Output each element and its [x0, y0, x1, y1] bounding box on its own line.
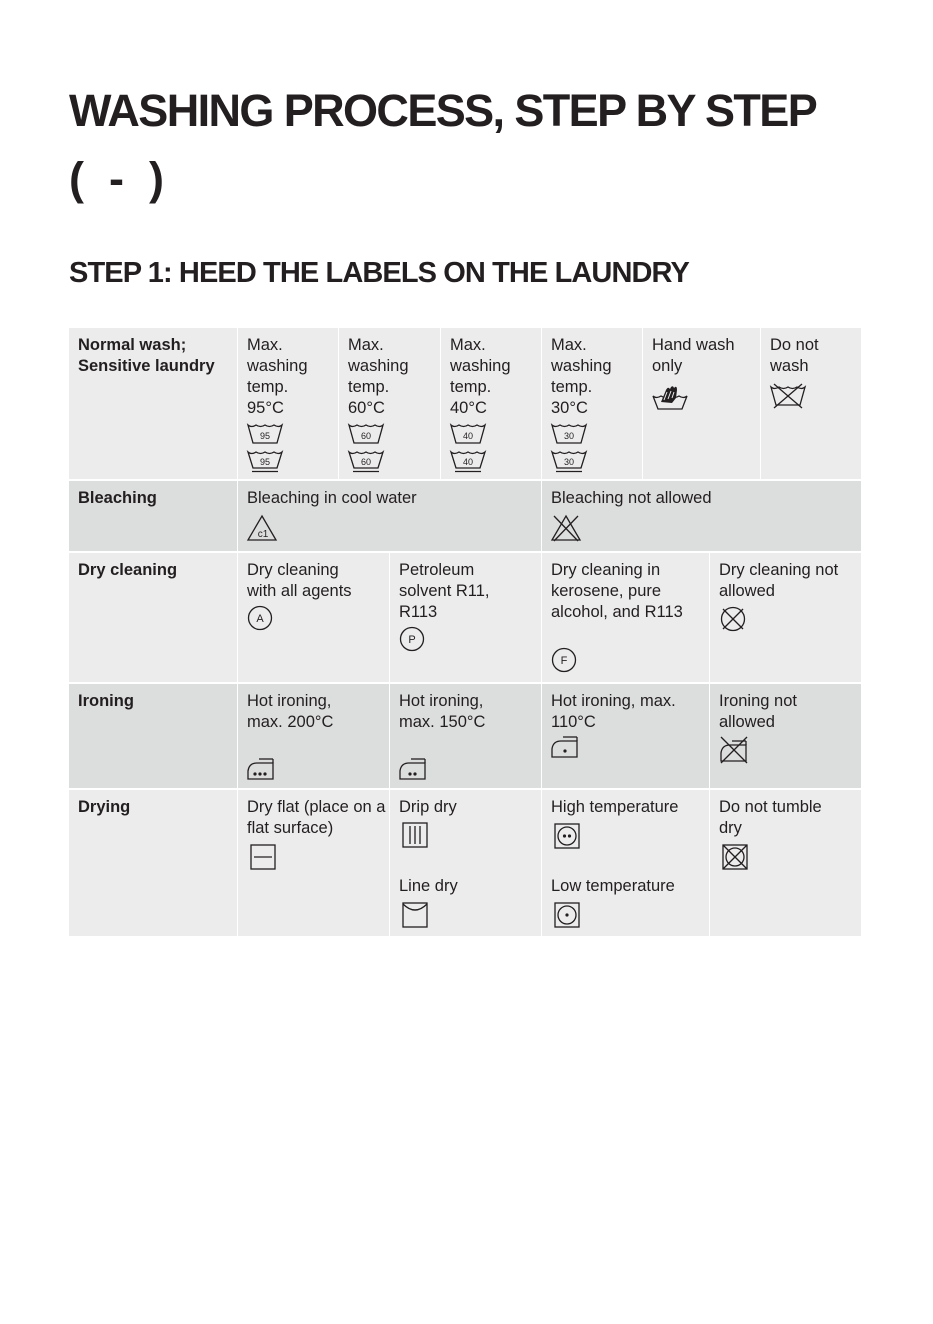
dry-flat-icon: [250, 844, 276, 870]
dc-all-text: Dry cleaning with all agents: [247, 561, 352, 600]
line-dry-text: Line dry: [399, 877, 458, 895]
wash-60-text: Max. washing temp. 60°C: [348, 336, 409, 417]
tumble-low-icon: [554, 902, 580, 928]
dc-all-cell: [237, 553, 389, 682]
drying-label-cell: [69, 790, 237, 936]
step-heading: STEP 1: HEED THE LABELS ON THE LAUNDRY: [69, 257, 689, 289]
iron-not-cell: [709, 684, 861, 788]
page-title: WASHING PROCESS, STEP BY STEP: [69, 85, 817, 136]
bleach-cool-cell: [237, 481, 541, 551]
wash-tub-60-number: 60: [360, 431, 372, 441]
iron-one-dot-icon: [551, 734, 579, 758]
wash-40-text: Max. washing temp. 40°C: [450, 336, 511, 417]
no-tumble-dry-icon: [722, 844, 748, 870]
no-bleach-icon: [551, 515, 581, 541]
dry-clean-p-symbol: P: [408, 634, 416, 646]
wash-tub-40-gentle-number: 40: [462, 457, 474, 467]
iron-200-cell: [237, 684, 389, 788]
drip-dry-icon: [402, 822, 428, 848]
wash-60-cell: [338, 328, 440, 479]
do-not-wash-cell: [760, 328, 861, 479]
line-dry-icon: [402, 902, 428, 928]
tumble-high-icon: [554, 823, 580, 849]
wash-30-cell: [541, 328, 642, 479]
wash-tub-40-number: 40: [462, 431, 474, 441]
washing-row: [69, 328, 861, 479]
wash-tub-95-gentle-number: 95: [259, 457, 271, 467]
do-not-wash-icon: [770, 384, 806, 408]
iron-150-cell: [389, 684, 541, 788]
wash-30-text: Max. washing temp. 30°C: [551, 336, 612, 417]
iron-110-text: Hot ironing, max. 110°C: [551, 692, 676, 731]
iron-not-text: Ironing not allowed: [719, 692, 797, 731]
wash-tub-95-number: 95: [259, 431, 271, 441]
dc-not-cell: [709, 553, 861, 682]
ironing-row: [69, 684, 861, 788]
dc-kerosene-text: Dry cleaning in kerosene, pure alcohol, and R113: [551, 561, 683, 621]
wash-tub-95-icon: [247, 423, 283, 445]
dc-petroleum-text: Petroleum solvent R11, R113: [399, 561, 490, 621]
wash-tub-30-gentle-number: 30: [563, 457, 575, 467]
no-dry-clean-icon: [719, 605, 747, 633]
wash-40-cell: [440, 328, 541, 479]
wash-tub-95-gentle-icon: [247, 450, 283, 474]
dry-cleaning-label-cell: [69, 553, 237, 682]
wash-tub-30-icon: [551, 423, 587, 445]
dry-clean-f-icon: [551, 647, 577, 673]
dry-cleaning-row: [69, 553, 861, 682]
tumble-high-text: High temperature: [551, 798, 679, 816]
bleach-triangle-icon: [247, 515, 277, 541]
wash-tub-40-gentle-icon: [450, 450, 486, 474]
drying-row: [69, 790, 861, 936]
wash-tub-30-number: 30: [563, 431, 575, 441]
do-not-wash-text: Do not wash: [770, 336, 819, 375]
wash-tub-40-icon: [450, 423, 486, 445]
hand-wash-icon: [652, 384, 688, 410]
drying-label: Drying: [78, 798, 131, 816]
dry-cleaning-label: Dry cleaning: [78, 561, 178, 579]
title-bracket: ( - ): [69, 153, 164, 204]
dc-not-text: Dry cleaning not allowed: [719, 561, 839, 600]
dry-clean-f-symbol: F: [560, 655, 568, 667]
dry-clean-p-icon: [399, 626, 425, 652]
bleaching-label: Bleaching: [78, 489, 157, 507]
tumble-cell: [541, 790, 709, 936]
washing-label-cell: [69, 328, 237, 479]
drip-dry-text: Drip dry: [399, 798, 457, 816]
bleach-not-text: Bleaching not allowed: [551, 489, 712, 507]
wash-tub-60-gentle-number: 60: [360, 457, 372, 467]
ironing-label-cell: [69, 684, 237, 788]
ironing-label: Ironing: [78, 692, 134, 710]
dry-flat-cell: [237, 790, 389, 936]
tumble-low-text: Low temperature: [551, 877, 675, 895]
wash-tub-60-icon: [348, 423, 384, 445]
iron-110-cell: [541, 684, 709, 788]
bleaching-row: [69, 481, 861, 551]
dry-flat-text: Dry flat (place on a flat surface): [247, 798, 386, 837]
dry-clean-a-symbol: A: [256, 613, 264, 625]
wash-95-cell: [237, 328, 338, 479]
wash-tub-60-gentle-icon: [348, 450, 384, 474]
dry-clean-a-icon: [247, 605, 273, 631]
iron-150-text: Hot ironing, max. 150°C: [399, 692, 486, 731]
no-iron-icon: [719, 736, 749, 764]
dc-kerosene-cell: [541, 553, 709, 682]
bleach-cool-text: Bleaching in cool water: [247, 489, 417, 507]
bleach-triangle-symbol: c1: [257, 529, 269, 540]
bleaching-label-cell: [69, 481, 237, 551]
iron-two-dots-icon: [399, 756, 427, 780]
hand-wash-text: Hand wash only: [652, 336, 735, 375]
hand-wash-cell: [642, 328, 760, 479]
dc-petroleum-cell: [389, 553, 541, 682]
wash-95-text: Max. washing temp. 95°C: [247, 336, 308, 417]
no-tumble-cell: [709, 790, 861, 936]
iron-200-text: Hot ironing, max. 200°C: [247, 692, 334, 731]
wash-tub-30-gentle-icon: [551, 450, 587, 474]
washing-label: Normal wash; Sensitive laundry: [78, 336, 215, 375]
bleach-not-cell: [541, 481, 861, 551]
drip-line-cell: [389, 790, 541, 936]
iron-three-dots-icon: [247, 756, 275, 780]
no-tumble-text: Do not tumble dry: [719, 798, 822, 837]
